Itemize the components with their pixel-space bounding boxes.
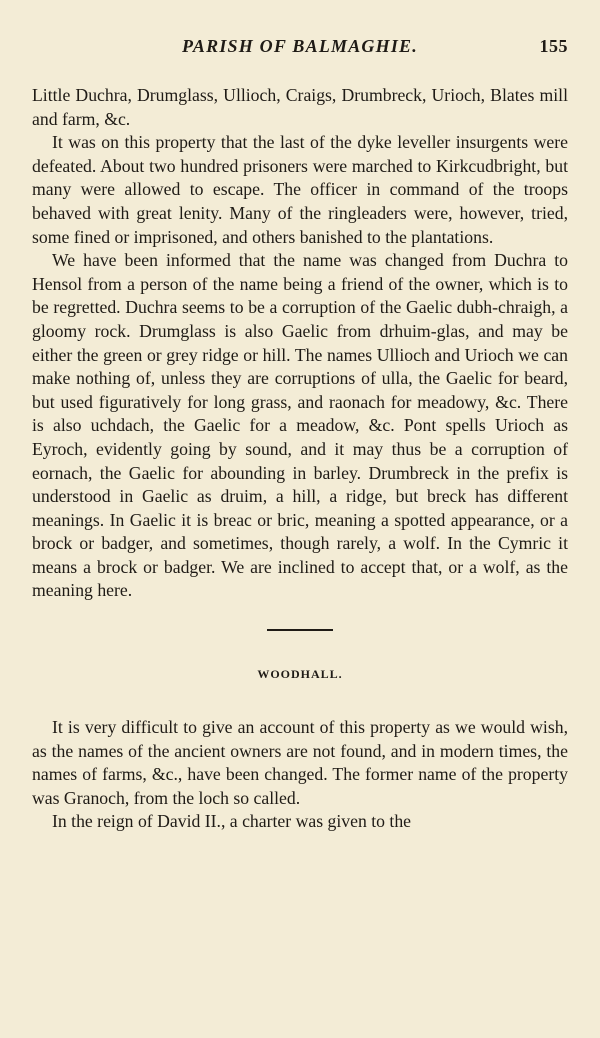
running-head <box>32 36 568 64</box>
section-body <box>32 716 568 834</box>
divider-rule <box>267 629 333 631</box>
page-number: 155 <box>539 36 568 56</box>
section-divider <box>32 617 568 643</box>
paragraph-names: We have been informed that the name was changed from Duchra to Hensol from a person of the name being a friend of the owner, which is to be regretted. Duchra seems to be a corruption of the Gaelic dubh-chraigh, a gloomy rock. Drumglass is also Gaelic from drhuim-glas, and may be either the green or grey ridge or hill. The names Ullioch and Urioch we can make nothing of, unless they are corruptions of ulla, the Gaelic for beard, but used figuratively for long grass, and raonach for meadowy, &c. There is also uchdach, the Gaelic for a meadow, &c. Pont spells Urioch as Eyroch, evidently going by sound, and it may thus be a corruption of eornach, the Gaelic for abounding in barley. Drumbreck in the prefix is understood in Gaelic as druim, a hill, a ridge, but breck has different meanings. In Gaelic it is breac or bric, meaning a spotted appearance, or a brock or badger, and sometimes, though rarely, a wolf. In the Cymric it means a brock or badger. We are inclined to accept that, or a wolf, as the meaning here. <box>32 250 568 601</box>
paragraph-david: In the reign of David II., a charter was given to the <box>52 811 412 832</box>
paragraph-continuation: Little Duchra, Drumglass, Ullioch, Craigs, Drumbreck, Urioch, Blates mill and farm, &c. <box>32 85 568 129</box>
paragraph-woodhall: It is very difficult to give an account of this property as we would wish, as the names of the ancient owners are not found, and in modern times, the names of farms, &c., have been changed. The former name of the property was Granoch, from the loch so called. <box>32 717 568 808</box>
body-text <box>32 84 568 603</box>
running-title: PARISH OF BALMAGHIE. <box>182 36 418 56</box>
section-heading: WOODHALL. <box>257 667 343 682</box>
paragraph-insurgents: It was on this property that the last of the dyke leveller insurgents were defeated. About two hundred prisoners were marched to Kirkcudbright, but many were allowed to escape. The officer in command of the troops behaved with great lenity. Many of the ringleaders were, however, tried, some fined or imprisoned, and others banished to the plantations. <box>32 132 568 247</box>
